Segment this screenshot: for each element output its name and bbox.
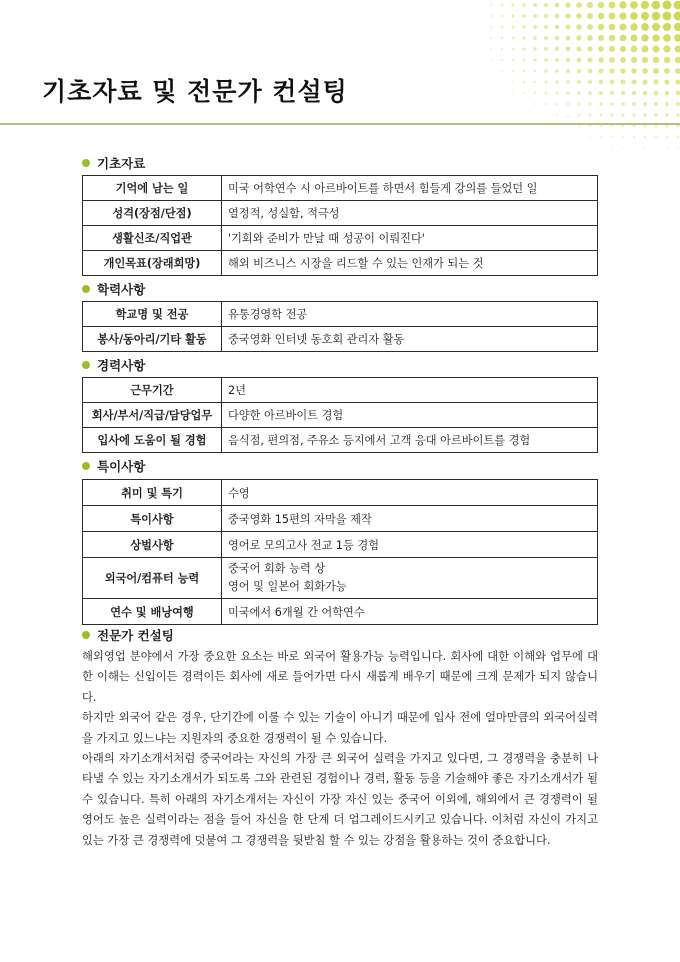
basic-info-table — [82, 175, 598, 276]
row-label: 성격(장점/단점) — [83, 201, 222, 226]
paragraph: 아래의 자기소개서처럼 중국어라는 자신의 가장 큰 외국어 실력을 가지고 있다면, 그 경쟁력을 충분히 나타낼 수 있는 자기소개서가 되도록 그와 관련된 경험이나 경력, 활동 등을 기술해야 좋은 자기소개서가 될 수 있습니다. 특히 아래의 자기소개서는 자신이 가장 자신 있는 중국어 이외에, 해외에서 큰 경쟁력이 될 영어도 높은 실력이라는 점을 들어 자신을 한 단계 더 업그레이드시키고 있습니다. 이처럼 자신이 가지고 있는 가장 큰 경쟁력에 덧붙여 그 경쟁력을 뒷받침 할 수 있는 강점을 활용하는 것이 중요합니다. — [82, 752, 598, 847]
paragraph: 해외영업 분야에서 가장 중요한 요소는 바로 외국어 활용가능 능력입니다. 회사에 대한 이해와 업무에 대한 이해는 신입이든 경력이든 회사에 새로 들어가면 다시 새롭게 배우기 때문에 크게 문제가 되지 않습니다. — [82, 650, 598, 704]
table-row — [83, 176, 598, 201]
row-value: 2년 — [222, 378, 598, 403]
table-row — [83, 506, 598, 532]
row-value: '기회와 준비가 만날 때 성공이 이뤄진다' — [222, 226, 598, 251]
row-value: 중국영화 인터넷 동호회 관리자 활동 — [222, 327, 598, 352]
table-row — [83, 302, 598, 327]
table-row — [83, 428, 598, 453]
row-value: 수영 — [222, 480, 598, 506]
section-heading-text: 전문가 컨설팅 — [97, 628, 174, 643]
value-line: 중국어 회화 능력 상 — [228, 562, 326, 575]
row-label: 생활신조/직업관 — [83, 226, 222, 251]
row-label: 외국어/컴퓨터 능력 — [83, 558, 222, 599]
row-value: 해외 비즈니스 시장을 리드할 수 있는 인재가 되는 것 — [222, 251, 598, 276]
row-label: 입사에 도움이 될 경험 — [83, 428, 222, 453]
row-label: 특이사항 — [83, 506, 222, 532]
career-table — [82, 377, 598, 453]
row-value: 다양한 아르바이트 경험 — [222, 403, 598, 428]
table-row — [83, 403, 598, 428]
row-label: 회사/부서/직급/담당업무 — [83, 403, 222, 428]
row-value: 영어로 모의고사 전교 1등 경험 — [222, 532, 598, 558]
row-value: 유통경영학 전공 — [222, 302, 598, 327]
row-label: 취미 및 특기 — [83, 480, 222, 506]
section-heading-career — [82, 357, 145, 373]
section-heading-text: 특이사항 — [97, 459, 146, 474]
row-value: 음식점, 편의점, 주유소 등지에서 고객 응대 아르바이트를 경험 — [222, 428, 598, 453]
row-label: 기억에 남는 일 — [83, 176, 222, 201]
page-title: 기초자료 및 전문가 컨설팅 — [42, 77, 348, 106]
row-label: 학교명 및 전공 — [83, 302, 222, 327]
table-row — [83, 480, 598, 506]
value-line: 영어 및 일본어 회화가능 — [228, 580, 347, 593]
row-label: 근무기간 — [83, 378, 222, 403]
table-row — [83, 201, 598, 226]
row-label: 상벌사항 — [83, 532, 222, 558]
row-label: 개인목표(장래희망) — [83, 251, 222, 276]
row-label: 봉사/동아리/기타 활동 — [83, 327, 222, 352]
row-value: 중국영화 15편의 자막을 제작 — [222, 506, 598, 532]
row-value: 열정적, 성실함, 적극성 — [222, 201, 598, 226]
title-divider — [0, 123, 680, 125]
consulting-body — [82, 647, 598, 851]
special-table — [82, 479, 598, 625]
section-heading-special — [82, 458, 145, 474]
bullet-icon — [82, 159, 90, 167]
table-row — [83, 327, 598, 352]
row-value: 미국 어학연수 시 아르바이트를 하면서 힘들게 강의를 들었던 일 — [222, 176, 598, 201]
bullet-icon — [82, 285, 90, 293]
section-heading-education — [82, 281, 145, 297]
section-heading-text: 학력사항 — [97, 282, 146, 297]
bullet-icon — [82, 462, 90, 470]
table-row — [83, 378, 598, 403]
table-row — [83, 599, 598, 625]
decorative-dot-pattern — [420, 0, 680, 150]
table-row — [83, 558, 598, 599]
paragraph: 하지만 외국어 같은 경우, 단기간에 이룰 수 있는 기술이 아니기 때문에 입사 전에 얼마만큼의 외국어실력을 가지고 있느냐는 지원자의 중요한 경쟁력이 될 수 있습니다. — [82, 711, 598, 745]
section-heading-basic — [82, 155, 145, 171]
section-heading-consulting — [82, 627, 174, 643]
education-table — [82, 301, 598, 352]
row-label: 연수 및 배낭여행 — [83, 599, 222, 625]
bullet-icon — [82, 631, 90, 639]
table-row — [83, 226, 598, 251]
table-row — [83, 532, 598, 558]
section-heading-text: 경력사항 — [97, 358, 146, 373]
bullet-icon — [82, 361, 90, 369]
row-value — [222, 558, 598, 599]
section-heading-text: 기초자료 — [97, 156, 146, 171]
table-row — [83, 251, 598, 276]
row-value: 미국에서 6개월 간 어학연수 — [222, 599, 598, 625]
